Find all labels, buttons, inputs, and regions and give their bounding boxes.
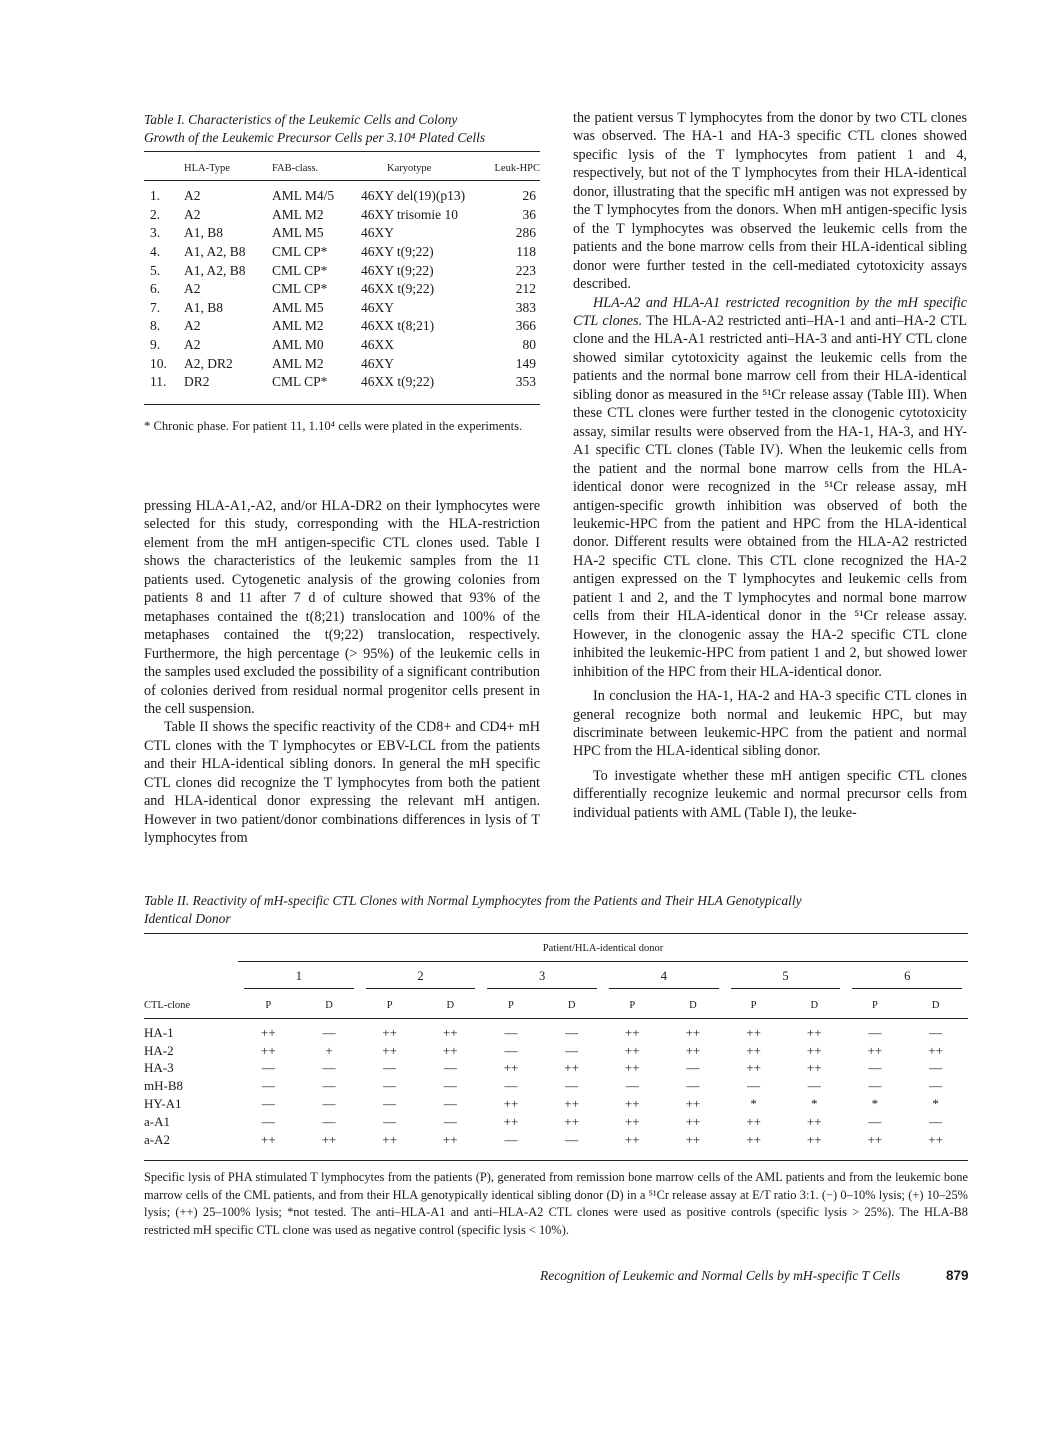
table2-row — [144, 1042, 966, 1060]
table1-row-fab-class: AML M4/5 — [272, 188, 335, 204]
right-paragraph-4: To investigate whether these mH antigen specific CTL clones differentially recognize leukemic and normal precursor cells from individual patients with AML (Table I), the leuke- — [573, 767, 967, 821]
table1-row-hla-type: DR2 — [184, 374, 210, 390]
table2-cell: ++ — [442, 1024, 458, 1040]
right-paragraph-2-heading: HLA-A2 and HLA-A1 restricted recognition by the mH specific CTL clones. — [573, 294, 967, 329]
table1-row-index: 10. — [150, 355, 167, 371]
right-paragraph-1: the patient versus T lymphocytes from the donor by two CTL clones was observed. The HA-1 and HA-3 specific CTL clones showed specific lysis of the T lymphocytes from patient 1 and 4, respectively, but not of the T lymphocytes from their HLA-identical donor, illustrating that the specific mH antigen was not expressed by the T lymphocytes from the donors. When mH antigen-specific lysis of the T lymphocytes was observed the leukemic cells from the patients and the bone marrow cells from their HLA-identical sibling donor were further tested in the cell-mediated cytotoxicity assays described. — [573, 110, 967, 293]
table2-cell: –– — [565, 1078, 579, 1094]
table2-cell: ++ — [382, 1042, 397, 1058]
table2-cell: ++ — [503, 1113, 519, 1129]
table1-row-karyotype: 46XY t(9;22) — [361, 262, 434, 278]
table2-donor-col-header: D — [567, 999, 576, 1011]
table2-cell: ++ — [624, 1042, 640, 1058]
table2-cell: –– — [686, 1078, 700, 1094]
table2-cell: ++ — [564, 1060, 579, 1076]
table2-clone-name: HA-2 — [144, 1042, 174, 1058]
table2-cell: ++ — [746, 1131, 761, 1147]
table1-row-leuk-hpc: 36 — [522, 206, 536, 222]
table2-caption-line1: Table II. Reactivity of mH-specific CTL Clones with Normal Lymphocytes from the Patients and Their HLA Genotypically — [144, 893, 802, 908]
table1-row-fab-class: CML CP* — [272, 374, 328, 390]
table2-donor-col-header: D — [446, 999, 455, 1011]
table2-cell: ++ — [685, 1042, 701, 1058]
table2-cell: * — [932, 1096, 939, 1112]
table1 — [144, 157, 540, 392]
table1-row — [144, 299, 540, 318]
table1-row-leuk-hpc: 353 — [515, 374, 536, 390]
patient-4-rule — [609, 988, 719, 989]
table1-header-fab: FAB-class. — [272, 162, 319, 174]
table2-cell: ++ — [382, 1131, 397, 1147]
table2-cell: ++ — [746, 1060, 761, 1076]
table2-cell: –– — [747, 1078, 761, 1094]
table1-caption — [144, 111, 544, 147]
table1-header-karyotype: Karyotype — [387, 162, 432, 174]
table1-row-hla-type: A1, A2, B8 — [184, 244, 246, 260]
table2-cell: –– — [261, 1060, 275, 1076]
table2-row — [144, 1060, 966, 1078]
right-column — [573, 109, 967, 822]
table2-patient-row — [238, 969, 968, 984]
table2-cell: ++ — [867, 1131, 883, 1147]
table2-cell: –– — [261, 1113, 275, 1129]
table2-patient-number: 4 — [660, 969, 667, 983]
table2-cell: –– — [868, 1078, 882, 1094]
table2-donor-col-header: D — [810, 999, 819, 1011]
table1-row-leuk-hpc: 366 — [515, 318, 536, 334]
table2-group-header: Patient/HLA-identical donor — [542, 943, 664, 954]
table2-cell: –– — [625, 1078, 639, 1094]
table1-row-leuk-hpc: 80 — [522, 337, 536, 353]
table1-row-index: 5. — [150, 262, 161, 278]
left-paragraph-1: pressing HLA-A1,-A2, and/or HLA-DR2 on their lymphocytes were selected for this study, corresponding with the HLA-restriction element from the mH antigen-specific CTL clones used. Table I shows the characteristics of the leukemic samples from the 11 patients used. Cytogenetic analysis of the growing colonies from patients 8 and 11 after 7 d of culture showed that 93% of the metaphases contained the t(8;21) translocation and 100% of the metaphases contained the t(9;22) translocation, respectively. Furthermore, the high percentage (> 95%) of the leukemic cells in the samples used excluded the possibility of a significant contribution of colonies derived from residual normal progenitor cells present in the cell suspension. — [144, 498, 540, 717]
table2-cell: –– — [443, 1113, 457, 1129]
table2-cell: –– — [868, 1024, 882, 1040]
table2-cell: ++ — [806, 1113, 822, 1129]
table2-cell: ++ — [503, 1096, 519, 1112]
table1-row-index: 3. — [150, 225, 161, 241]
table1-row-index: 9. — [150, 337, 161, 353]
table2-cell: ++ — [806, 1042, 822, 1058]
table2-cell: –– — [322, 1096, 336, 1112]
table1-row — [144, 187, 540, 206]
table2-cell: –– — [443, 1078, 457, 1094]
table1-row-fab-class: CML CP* — [272, 262, 328, 278]
table1-row — [144, 354, 540, 373]
table2-clone-name: HA-3 — [144, 1060, 174, 1076]
table2-group-rule — [238, 961, 968, 962]
table2-donor-col-header: D — [325, 999, 333, 1011]
table2-cell: ++ — [624, 1096, 640, 1112]
table2-cell: ++ — [321, 1131, 337, 1147]
table2-body — [144, 1016, 966, 1149]
table1-row-index: 6. — [150, 281, 161, 297]
table1-row-index: 8. — [150, 318, 161, 334]
patient-1-rule — [244, 988, 354, 989]
table2-row — [144, 1113, 966, 1131]
table2-cell: –– — [383, 1096, 397, 1112]
table1-row-fab-class: AML M5 — [272, 299, 324, 315]
running-head: Recognition of Leukemic and Normal Cells by mH-specific T Cells — [540, 1268, 901, 1283]
table1-row-karyotype: 46XY — [361, 299, 394, 315]
table2-cell: –– — [443, 1060, 457, 1076]
table1-footnote: * Chronic phase. For patient 11, 1.10⁴ cells were plated in the experiments. — [144, 419, 523, 433]
table1-row-hla-type: A2 — [184, 188, 201, 204]
table1-row-leuk-hpc: 286 — [515, 225, 536, 241]
right-paragraph-2-body: The HLA-A2 restricted anti–HA-1 and anti–HA-2 CTL clone and the HLA-A1 restricted anti–HA-3 and anti-HY CTL clone showed similar cytotoxicity against the leukemic cells from the patients and the normal bone marrow cell from their HLA-identical sibling donor as measured in the ⁵¹Cr release assay (Table III). When these CTL clones were further tested in the clonogenic cytotoxicity assay, similar results were observed from the HA-1, HA-3, and HY-A1 specific CTL clones (Table IV). When the leukemic cells from the patient and the normal bone marrow cells from the HLA-identical donor were recognized in the ⁵¹Cr release assay, mH antigen-specific growth inhibition was observed of both the leukemic-HPC from the patient and HPC from the HLA-identical donor. Different results were obtained from the HLA-A2 restricted HA-2 specific CTL clone. This CTL clone recognized the HA-2 antigen expressed on the T lymphocytes and leukemic cells from patient 1 and 2, and the T lymphocytes and normal bone marrow cells from their HLA-identical donor in the ⁵¹Cr release assay. However, in the clonogenic assay the HA-2 specific CTL clone inhibited the leukemic-HPC from patient 1 and 2, but showed lower inhibition of the HPC from their HLA-identical donor. — [573, 312, 967, 680]
table2-cell: –– — [322, 1078, 336, 1094]
table2-cell: –– — [504, 1078, 518, 1094]
table1-header-row — [144, 157, 540, 179]
table1-row-fab-class: CML CP* — [272, 244, 328, 260]
table1-row-karyotype: 46XX t(9;22) — [361, 374, 435, 390]
table1-row-index: 11. — [150, 374, 167, 390]
table1-row-leuk-hpc: 26 — [522, 188, 536, 204]
table2-row — [144, 1077, 966, 1095]
table2-cell: ++ — [624, 1024, 640, 1040]
table1-header-leuk: Leuk-HPC — [494, 162, 540, 174]
table2-patient-col-header: P — [629, 999, 636, 1011]
table1-row-index: 1. — [150, 188, 161, 204]
table1-row-fab-class: AML M0 — [272, 337, 324, 353]
table1-row — [144, 261, 540, 280]
table2-cell: –– — [383, 1078, 397, 1094]
left-paragraph-2: Table II shows the specific reactivity of the CD8+ and CD4+ mH CTL clones with the T lymphocytes or EBV-LCL from the patients and their HLA-identical sibling donors. In general the mH specific CTL clones did recognize the T lymphocytes from both the patient and HLA-identical donor expressing the relevant mH antigen. However in two patient/donor combinations differences in lysis of T lymphocytes from — [144, 719, 540, 847]
page-number: 879 — [946, 1268, 969, 1283]
table2-row — [144, 1131, 966, 1149]
table2-cell: ++ — [928, 1131, 943, 1147]
table1-row-fab-class: CML CP* — [272, 281, 328, 297]
table2-donor-col-header: D — [689, 999, 697, 1011]
table2-row — [144, 1024, 966, 1042]
table2-patient-col-header: P — [871, 999, 878, 1011]
table2-cell: ++ — [806, 1131, 822, 1147]
table2-cell: ++ — [806, 1060, 822, 1076]
table1-caption-line2: Growth of the Leukemic Precursor Cells per 3.10⁴ Plated Cells — [144, 130, 486, 145]
table1-row-karyotype: 46XY t(9;22) — [361, 244, 434, 260]
table2-cell: ++ — [685, 1113, 701, 1129]
table2-cell: ++ — [928, 1042, 943, 1058]
table1-row-index: 7. — [150, 299, 161, 315]
table2-row — [144, 1095, 966, 1113]
table2-cell: * — [810, 1096, 818, 1112]
table1-row-fab-class: AML M2 — [272, 318, 324, 334]
table1-row-leuk-hpc: 118 — [516, 244, 536, 260]
table2-cell: –– — [868, 1113, 882, 1129]
table1-row-hla-type: A2 — [184, 206, 201, 222]
table2-cell: ++ — [503, 1060, 519, 1076]
table2-subheader-row — [144, 994, 966, 1016]
table2-cell: –– — [929, 1060, 943, 1076]
table2-cell: ++ — [442, 1042, 458, 1058]
left-column — [144, 497, 540, 848]
table2-caption — [144, 892, 974, 928]
table2-patient-col-header: P — [265, 999, 272, 1011]
table1-top-rule — [144, 151, 540, 152]
table1-row-hla-type: A2, DR2 — [184, 355, 233, 371]
table2-cell: ++ — [260, 1042, 276, 1058]
table1-row-index: 2. — [150, 206, 161, 222]
table2-clone-name: a-A1 — [144, 1113, 170, 1129]
table2-cell: –– — [929, 1024, 943, 1040]
table2-clone-name: mH-B8 — [144, 1078, 183, 1094]
table1-row — [144, 336, 540, 355]
table2-cell: ++ — [624, 1060, 640, 1076]
table2-cell: –– — [443, 1096, 457, 1112]
table1-row — [144, 243, 540, 262]
table2-cell: –– — [383, 1060, 397, 1076]
table2-cell: ++ — [624, 1131, 640, 1147]
table2-cell: ++ — [260, 1131, 276, 1147]
table1-body — [144, 187, 540, 392]
table1-row-index: 4. — [150, 244, 161, 260]
table2-bottom-rule — [144, 1160, 968, 1161]
table2-top-rule — [144, 933, 968, 934]
table2-clone-name: HA-1 — [144, 1024, 174, 1040]
table2-footnote: Specific lysis of PHA stimulated T lymphocytes from the patients (P), generated from remission bone marrow cells of the AML patients and from the leukemic bone marrow cells of the CML patients, and from their HLA genotypically identical sibling donor (D) in a ⁵¹Cr release assay at E/T ratio 3:1. (−) 0–10% lysis; (+) 10–25% lysis; (++) 25–100% lysis; *not tested. The anti–HLA-A1 and anti–HLA-A2 CTL clones were used as positive controls (specific lysis > 25%). The HLA-B8 restricted mH specific CTL clone was used as negative control (specific lysis < 10%). — [144, 1170, 968, 1237]
table2-cell: –– — [565, 1131, 579, 1147]
table1-row-fab-class: AML M5 — [272, 225, 324, 241]
table1-row-karyotype: 46XY del(19)(p13) — [361, 188, 466, 204]
table2-cell: –– — [383, 1113, 397, 1129]
table1-row-hla-type: A2 — [184, 281, 201, 297]
table2-cell: –– — [322, 1060, 336, 1076]
table2-cell: ++ — [746, 1024, 761, 1040]
table1-row — [144, 206, 540, 225]
table2-clone-name: HY-A1 — [144, 1096, 182, 1112]
table1-caption-line1: Table I. Characteristics of the Leukemic Cells and Colony — [144, 112, 458, 127]
table2-patient-number: 1 — [295, 969, 302, 983]
table2-cell: –– — [322, 1024, 336, 1040]
table1-row-karyotype: 46XX t(9;22) — [361, 281, 435, 297]
table2-cell: ++ — [685, 1131, 701, 1147]
table2-patient-col-header: P — [750, 999, 757, 1011]
table2-patient-number: 3 — [539, 969, 546, 983]
table2-cell: ++ — [382, 1024, 397, 1040]
table2-cell: ++ — [746, 1113, 761, 1129]
table2-cell: ++ — [442, 1131, 458, 1147]
table2-cell: –– — [261, 1078, 275, 1094]
table1-row-leuk-hpc: 149 — [515, 355, 536, 371]
table1-row — [144, 224, 540, 243]
table1-row — [144, 317, 540, 336]
table2-cell: –– — [504, 1131, 518, 1147]
table2-patient-col-header: P — [386, 999, 393, 1011]
table1-row-karyotype: 46XY — [361, 355, 394, 371]
table1-row-fab-class: AML M2 — [272, 206, 324, 222]
table1-header-index — [144, 157, 182, 179]
table1-row — [144, 280, 540, 299]
table1-row-hla-type: A2 — [184, 318, 201, 334]
table2-patient-number: 2 — [417, 969, 424, 983]
table2-cell: ++ — [564, 1113, 579, 1129]
patient-5-rule — [731, 988, 841, 989]
table1-row-karyotype: 46XX — [361, 337, 394, 353]
table2-cell: –– — [504, 1024, 518, 1040]
patient-3-rule — [487, 988, 597, 989]
table2-cell: –– — [686, 1060, 700, 1076]
table1-row-hla-type: A1, B8 — [184, 225, 224, 241]
table2-cell: –– — [565, 1042, 579, 1058]
table2-cell: –– — [322, 1113, 336, 1129]
table1-row-hla-type: A2 — [184, 337, 201, 353]
table2-cell: * — [871, 1096, 879, 1112]
patient-6-rule — [852, 988, 962, 989]
table2-cell: –– — [261, 1096, 275, 1112]
table2-caption-line2: Identical Donor — [144, 911, 231, 926]
table2-cell: –– — [504, 1042, 518, 1058]
table2-clone-name: a-A2 — [144, 1131, 170, 1147]
table2-cell: ++ — [685, 1024, 701, 1040]
table2-cell: –– — [868, 1060, 882, 1076]
right-paragraph-2 — [573, 294, 967, 682]
table2-header-rule — [144, 1018, 968, 1019]
table2-cell: –– — [929, 1078, 943, 1094]
table1-row — [144, 373, 540, 392]
patient-2-rule — [366, 988, 476, 989]
table2-cell: ++ — [806, 1024, 822, 1040]
table2-cell: ++ — [260, 1024, 276, 1040]
table2-cell: –– — [929, 1113, 943, 1129]
table1-row-leuk-hpc: 212 — [515, 281, 536, 297]
table2-patient-number: 5 — [782, 969, 789, 983]
table2-patient-rules — [238, 988, 968, 989]
table2-patient-col-header: P — [508, 999, 514, 1011]
table2-donor-col-header: D — [931, 999, 940, 1011]
table1-row-fab-class: AML M2 — [272, 355, 324, 371]
table2-cell: * — [750, 1096, 757, 1112]
table2-cell: ++ — [867, 1042, 883, 1058]
table1-row-karyotype: 46XY trisomie 10 — [361, 206, 458, 222]
table2-cell: ++ — [624, 1113, 640, 1129]
table1-row-hla-type: A1, B8 — [184, 299, 224, 315]
table1-bottom-rule — [144, 404, 540, 405]
table2-clone-header: CTL-clone — [144, 999, 191, 1011]
table2-cell: ++ — [746, 1042, 761, 1058]
table2-cell: –– — [565, 1024, 579, 1040]
table1-row-karyotype: 46XX t(8;21) — [361, 318, 435, 334]
table2-patient-number: 6 — [904, 969, 911, 983]
table1-row-karyotype: 46XY — [361, 225, 394, 241]
table1-row-leuk-hpc: 223 — [515, 262, 536, 278]
table2-cell: ++ — [685, 1096, 701, 1112]
table2-cell: + — [325, 1042, 333, 1058]
table1-row-leuk-hpc: 383 — [515, 299, 536, 315]
table1-row-hla-type: A1, A2, B8 — [184, 262, 246, 278]
table1-header-hla: HLA-Type — [184, 162, 230, 174]
right-paragraph-3: In conclusion the HA-1, HA-2 and HA-3 specific CTL clones in general recognize both normal and leukemic HPC, but may discriminate between leukemic-HPC from the patient and normal HPC from the HLA-identical sibling donor. — [573, 688, 967, 760]
table2-cell: ++ — [564, 1096, 579, 1112]
table2-cell: –– — [807, 1078, 821, 1094]
